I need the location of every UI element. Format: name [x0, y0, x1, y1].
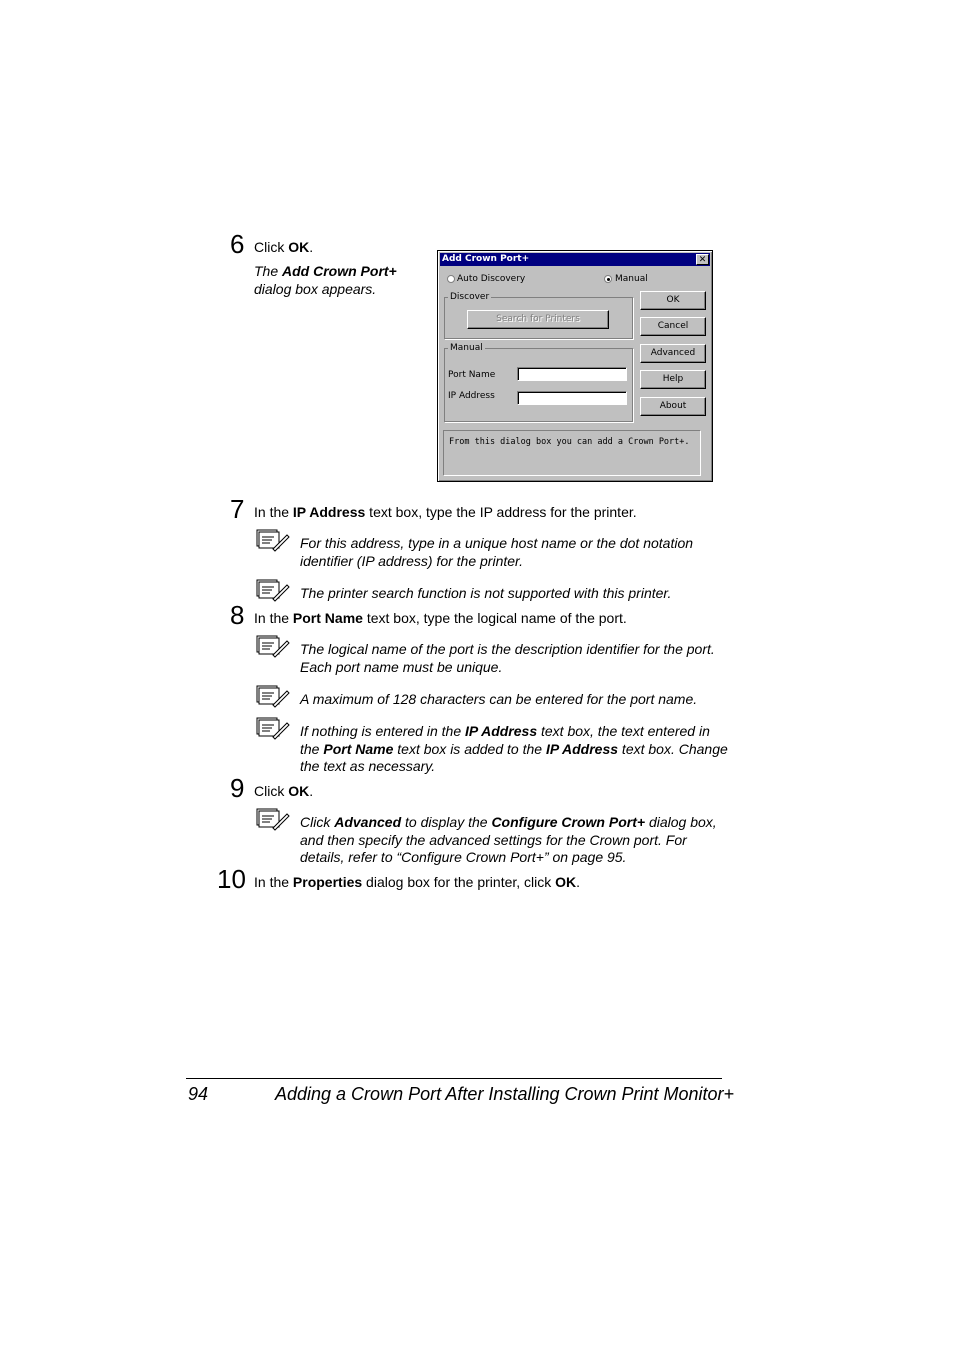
- note-8a: The logical name of the port is the description identifier for the port. Each port name must be unique.: [300, 641, 715, 675]
- step-6-subtext: The Add Crown Port+ dialog box appears.: [254, 263, 397, 297]
- dialog-message: From this dialog box you can add a Crown Port+.: [443, 430, 701, 476]
- dialog-title: Add Crown Port+: [442, 254, 530, 264]
- manual-group-label: Manual: [450, 343, 483, 353]
- step-8-text: In the Port Name text box, type the logical name of the port.: [254, 610, 627, 626]
- step-number: 7: [230, 494, 245, 524]
- manual-group: [444, 348, 633, 422]
- dialog-titlebar: [440, 253, 710, 266]
- footer-rule: [186, 1078, 722, 1079]
- note-icon: [256, 685, 290, 709]
- note-icon: [256, 808, 290, 832]
- step-9-text: Click OK.: [254, 783, 314, 799]
- step-number: 9: [230, 773, 245, 803]
- note-icon: [256, 717, 290, 741]
- manual-radio-label: Manual: [615, 274, 648, 284]
- step-number: 6: [230, 229, 245, 259]
- note-7b: The printer search function is not supported with this printer.: [300, 585, 672, 601]
- manual-radio[interactable]: [604, 275, 612, 283]
- note-8c: If nothing is entered in the IP Address text box, the text entered in the Port Name text box is added to the IP Address text box. Change the text as necessary.: [300, 723, 728, 775]
- note-9: Click Advanced to display the Configure Crown Port+ dialog box, and then specify the advanced settings for the Crown port. For details, refer to “Configure Crown Port+” on page 95.: [300, 814, 717, 866]
- step-10-text: In the Properties dialog box for the printer, click OK.: [254, 874, 581, 890]
- page-number: 94: [188, 1084, 209, 1104]
- note-icon: [256, 579, 290, 603]
- help-button[interactable]: Help: [640, 370, 706, 389]
- note-8b: A maximum of 128 characters can be entered for the port name.: [300, 691, 698, 707]
- running-title: Adding a Crown Port After Installing Crown Print Monitor+: [275, 1084, 735, 1104]
- step-7-text: In the IP Address text box, type the IP address for the printer.: [254, 504, 637, 520]
- note-icon: [256, 529, 290, 553]
- port-name-input[interactable]: [517, 367, 627, 381]
- discover-group-label: Discover: [450, 292, 490, 302]
- about-button[interactable]: About: [640, 397, 706, 416]
- close-icon[interactable]: ✕: [696, 254, 709, 265]
- ok-button[interactable]: OK: [640, 291, 706, 310]
- ip-address-label: IP Address: [448, 391, 495, 401]
- cancel-button[interactable]: Cancel: [640, 317, 706, 336]
- search-printers-button[interactable]: Search for Printers: [467, 310, 609, 329]
- ip-address-input[interactable]: [517, 391, 627, 405]
- step-number: 10: [217, 864, 246, 894]
- add-crown-port-dialog: [437, 250, 713, 482]
- port-name-label: Port Name: [448, 370, 496, 380]
- note-icon: [256, 635, 290, 659]
- note-7a: For this address, type in a unique host name or the dot notation identifier (IP address) for the printer.: [300, 535, 694, 569]
- advanced-button[interactable]: Advanced: [640, 344, 706, 363]
- auto-discovery-radio[interactable]: [447, 275, 455, 283]
- step-number: 8: [230, 600, 245, 630]
- auto-discovery-label: Auto Discovery: [457, 274, 526, 284]
- step-6-text: Click OK.: [254, 239, 314, 255]
